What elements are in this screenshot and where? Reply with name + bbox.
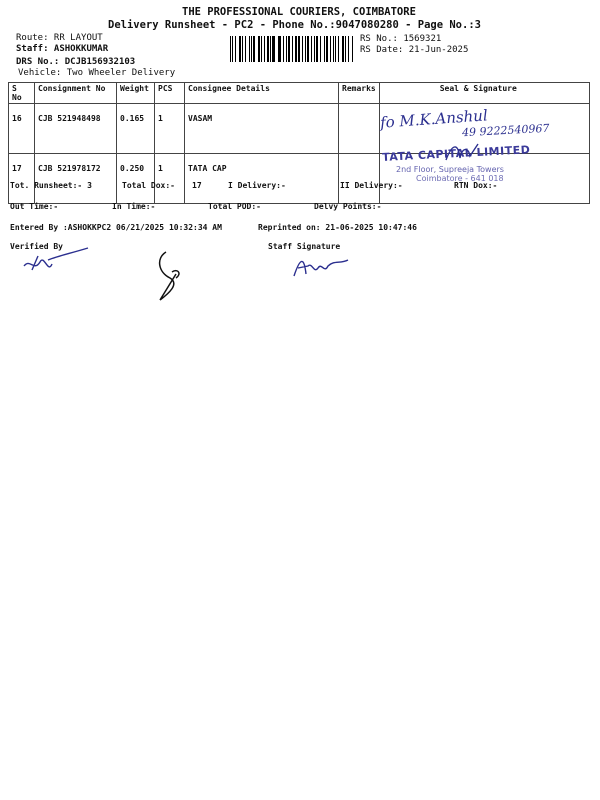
cell-remarks [339,104,380,154]
stamp-city-line: Coimbatore - 641 018 [416,174,504,183]
barcode-bar [235,36,236,62]
company-stamp [381,143,572,198]
verifier-signature [18,244,98,280]
barcode-bar [270,36,271,62]
barcode-bar [288,36,289,62]
cell-consignee: TATA CAP [185,154,339,204]
barcode-bar [286,36,287,62]
barcode [230,36,354,62]
barcode-bar [298,36,299,62]
stamp-signature [442,140,482,166]
barcode-bar [326,36,327,62]
barcode-bar [279,36,280,62]
barcode-bar [278,36,279,62]
total-dox-label: Total Dox:- [122,181,175,190]
barcode-bar [283,36,284,62]
barcode-bar [345,36,346,62]
barcode-bar [338,36,339,62]
barcode-bar [330,36,331,62]
barcode-bar [272,36,274,62]
i-delivery: I Delivery:- [228,181,286,190]
cell-pcs: 1 [155,104,185,154]
cell-sno: 17 [9,154,35,204]
barcode-bar [335,36,336,62]
barcode-bar [307,36,308,62]
runsheet-subtitle: Delivery Runsheet - PC2 - Phone No.:9047080280 - Page No.:3 [108,19,481,31]
in-time: In Time:- [112,202,156,211]
cell-remarks [339,154,380,204]
barcode-bar [292,36,293,62]
ii-delivery: II Delivery:- [340,181,403,190]
barcode-bar [324,36,325,62]
delvy-points: Delvy Points:- [314,202,382,211]
barcode-bar [264,36,265,62]
barcode-bar [342,36,344,62]
table-header-row [9,83,590,104]
barcode-bar [251,36,252,62]
barcode-bar [314,36,315,62]
staff-signature [290,252,354,280]
col-weight: Weight [117,83,155,104]
company-title: THE PROFESSIONAL COURIERS, COIMBATORE [182,6,416,18]
barcode-bar [311,36,312,62]
barcode-bar [242,36,243,62]
cell-sno: 16 [9,104,35,154]
total-dox-value: 17 [192,181,202,190]
rtn-dox: RTN Dox:- [454,181,498,190]
stamp-company-name: TATA CAPITAL LIMITED [381,143,531,164]
cell-weight: 0.165 [117,104,155,154]
barcode-bar [320,36,321,62]
staff-signature-label: Staff Signature [268,242,341,251]
col-sno: S No [9,83,35,104]
col-seal: Seal & Signature [379,83,589,104]
out-time: Out Time:- [10,202,59,211]
staff: Staff: ASHOKKUMAR [16,44,109,54]
barcode-bar [302,36,303,62]
barcode-bar [245,36,246,62]
barcode-bar [333,36,334,62]
drs-no: DRS No.: DCJB156932103 [16,57,136,67]
barcode-bar [295,36,297,62]
barcode-bar [267,36,268,62]
barcode-bar [352,36,353,62]
col-consignee: Consignee Details [185,83,339,104]
verified-by-label: Verified By [10,242,63,251]
barcode-bar [253,36,254,62]
barcode-bar [258,36,260,62]
reprinted-on: Reprinted on: 21-06-2025 10:47:46 [258,223,417,232]
cell-consignee: VASAM [185,104,339,154]
barcode-bar [232,36,233,62]
vehicle: Vehicle: Two Wheeler Delivery [18,68,176,78]
barcode-bar [249,36,250,62]
route: Route: RR LAYOUT [16,33,103,43]
cell-weight: 0.250 [117,154,155,204]
col-remarks: Remarks [339,83,380,104]
cell-consignment: CJB 521978172 [35,154,117,204]
cell-pcs: 1 [155,154,185,204]
barcode-bar [261,36,262,62]
handwritten-phone: 49 9222540967 [461,121,550,140]
barcode-bar [316,36,318,62]
barcode-bar [239,36,241,62]
entered-by: Entered By :ASHOKKPC2 06/21/2025 10:32:34 AM [10,223,222,232]
barcode-bar [305,36,306,62]
barcode-bar [230,36,231,62]
rs-no: RS No.: 1569321 [360,34,442,44]
stamp-address-line: 2nd Floor, Supreeja Towers [396,165,504,174]
cell-consignment: CJB 521948498 [35,104,117,154]
total-pod: Total POD:- [208,202,261,211]
total-runsheet: Tot. Runsheet:- 3 [10,181,92,190]
handwritten-receiver-note: fo M.K.Anshul [379,106,489,132]
second-signature [150,248,190,304]
col-consignment: Consignment No [35,83,117,104]
barcode-bar [348,36,349,62]
rs-date: RS Date: 21-Jun-2025 [360,45,469,55]
col-pcs: PCS [155,83,185,104]
